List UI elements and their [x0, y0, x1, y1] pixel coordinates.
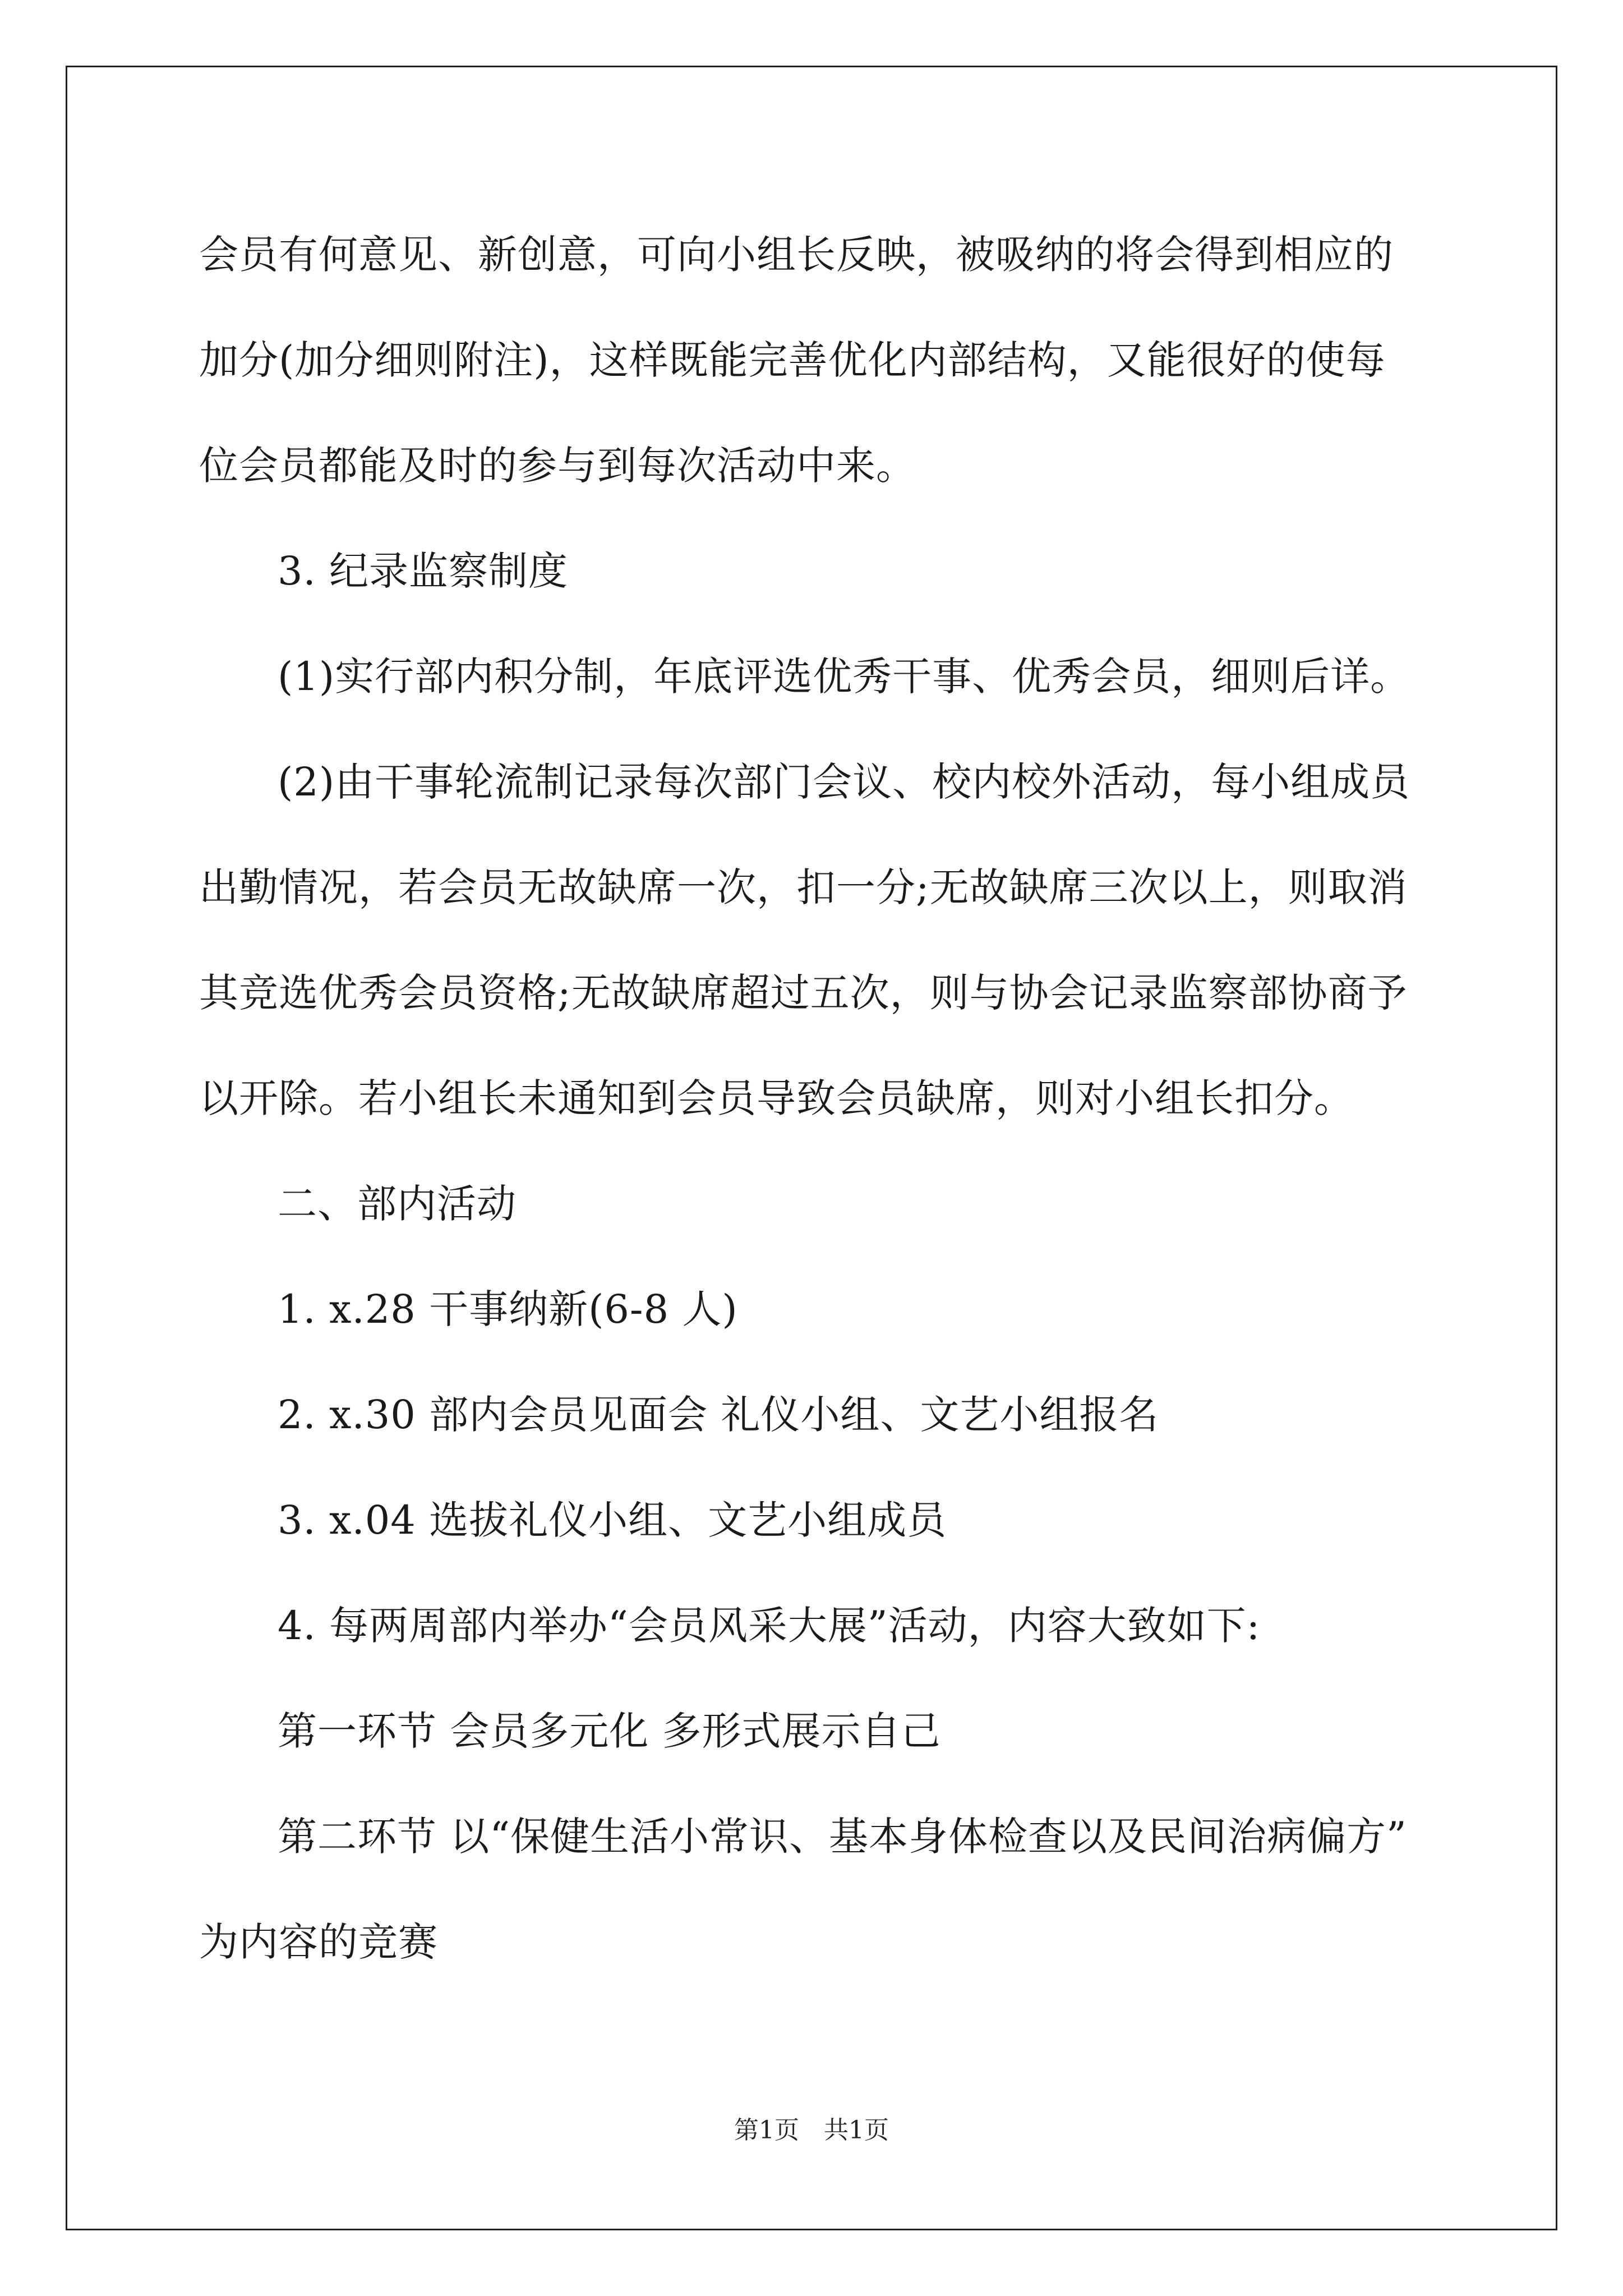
page-footer: 第1页 共1页 — [734, 2116, 889, 2145]
paragraph-line: 加分(加分细则附注)，这样既能完善优化内部结构，又能很好的使每 — [199, 337, 1386, 383]
paragraph-line: 为内容的竞赛 — [199, 1919, 438, 1965]
paragraph-line: 其竞选优秀会员资格;无故缺席超过五次，则与协会记录监察部协商予 — [199, 970, 1408, 1016]
paragraph-line: 第二环节 以“保健生活小常识、基本身体检查以及民间治病偏方” — [278, 1814, 1407, 1860]
paragraph-line: 会员有何意见、新创意，可向小组长反映，被吸纳的将会得到相应的 — [199, 232, 1394, 278]
list-item: 4. 每两周部内举办“会员风采大展”活动，内容大致如下: — [278, 1603, 1261, 1649]
paragraph-line: 位会员都能及时的参与到每次活动中来。 — [199, 443, 916, 489]
paragraph-line: 第一环节 会员多元化 多形式展示自己 — [278, 1708, 941, 1754]
list-item: 3. x.04 选拔礼仪小组、文艺小组成员 — [278, 1497, 947, 1543]
section-heading: 二、部内活动 — [278, 1181, 517, 1227]
paragraph-line: 出勤情况，若会员无故缺席一次，扣一分;无故缺席三次以上，则取消 — [199, 864, 1408, 910]
section-heading: 3. 纪录监察制度 — [278, 548, 569, 594]
document-body — [199, 202, 1455, 1995]
list-item: 1. x.28 干事纳新(6-8 人) — [278, 1286, 738, 1332]
paragraph-line: 以开除。若小组长未通知到会员导致会员缺席，则对小组长扣分。 — [199, 1075, 1354, 1121]
paragraph-line: (2)由干事轮流制记录每次部门会议、校内校外活动，每小组成员 — [278, 759, 1410, 805]
paragraph-line: (1)实行部内积分制，年底评选优秀干事、优秀会员，细则后详。 — [278, 654, 1410, 700]
list-item: 2. x.30 部内会员见面会 礼仪小组、文艺小组报名 — [278, 1392, 1159, 1438]
